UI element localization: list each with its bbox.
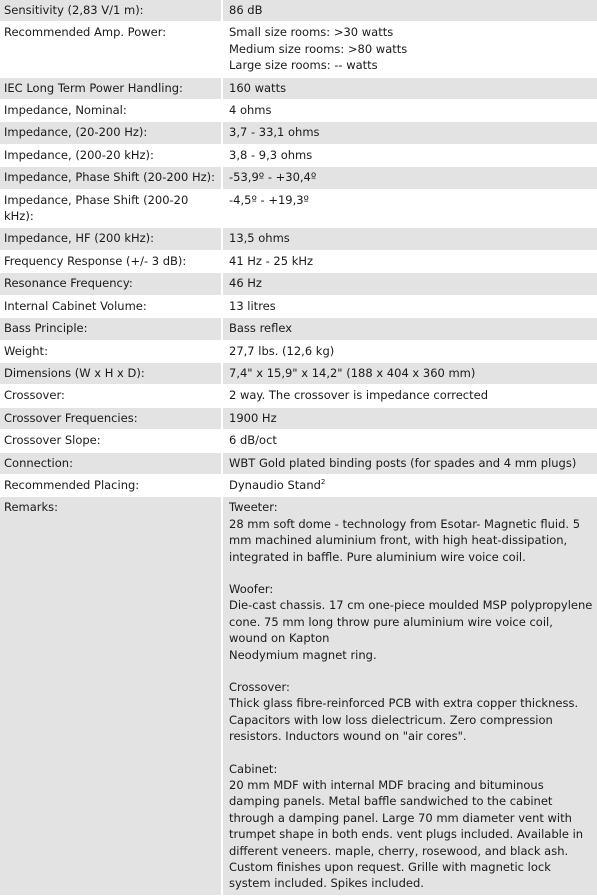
spec-label: Impedance, HF (200 kHz): [0,228,221,250]
spec-value-text: 13,5 ohms [229,231,290,246]
spec-label: Weight: [0,341,221,363]
spec-label: Impedance, Phase Shift (200-20 kHz): [0,190,221,229]
spec-value-text: 3,7 - 33,1 ohms [229,125,320,140]
spec-row [0,0,597,22]
remarks-section-text: Neodymium magnet ring. [229,647,377,662]
spec-value-text: 3,8 - 9,3 ohms [229,147,313,162]
spec-row [0,190,597,229]
spec-label: Dimensions (W x H x D): [0,363,221,385]
remarks-section-text: 20 mm MDF with internal MDF bracing and bituminous damping panels. Metal baffle sandwiched to the cabinet through a damping panel. Large 70 mm diameter vent with trumpet shape in both ends. vent plugs included. Available in different veneers. maple, cherry, rosewood, and black ash. Custom finishes upon request. Grille with magnetic lock system included. Spikes included. [229,778,584,891]
spec-row [0,341,597,363]
spec-row [0,122,597,144]
spec-value-line: Small size rooms: >30 watts [229,25,394,40]
spec-value-text: 86 dB [229,3,263,17]
spec-value [223,145,597,167]
spec-label: Impedance, Nominal: [0,100,221,122]
spec-label: Impedance, (200-20 kHz): [0,145,221,167]
spec-label: Crossover Frequencies: [0,408,221,430]
section-gap [229,663,594,679]
spec-row [0,453,597,475]
spec-value-text: Dynaudio Stand [229,477,321,492]
spec-value [223,341,597,363]
spec-value-text: 6 dB/oct [229,433,277,448]
spec-label: Frequency Response (+/- 3 dB): [0,251,221,273]
spec-row [0,22,597,77]
spec-row [0,145,597,167]
remarks-section-heading: Tweeter: [229,500,278,515]
spec-value [223,408,597,430]
spec-value-text: Bass reflex [229,321,293,336]
spec-value [223,497,597,896]
spec-value [223,167,597,189]
section-gap [229,565,594,581]
spec-value-text: 27,7 lbs. (12,6 kg) [229,343,335,358]
spec-label: Connection: [0,453,221,475]
spec-value-text: 41 Hz - 25 kHz [229,253,314,268]
spec-value [223,190,597,229]
spec-value [223,273,597,295]
section-gap [229,745,594,761]
spec-value-text: 46 Hz [229,276,262,291]
spec-label: Remarks: [0,497,221,896]
spec-row [0,475,597,497]
spec-value-text: 160 watts [229,80,287,95]
spec-row [0,228,597,250]
spec-value [223,122,597,144]
spec-value [223,475,597,497]
spec-row [0,318,597,340]
spec-value-text: 2 way. The crossover is impedance corrected [229,388,489,403]
spec-row [0,497,597,896]
spec-label: Bass Principle: [0,318,221,340]
spec-row [0,167,597,189]
spec-value [223,22,597,77]
remarks-section-text: Die-cast chassis. 17 cm one-piece moulded MSP polypropylene cone. 75 mm long throw pure aluminium wire voice coil, wound on Kapton [229,598,593,646]
remarks-section-heading: Woofer: [229,581,274,596]
spec-label: Sensitivity (2,83 V/1 m): [0,0,221,22]
spec-label: Recommended Placing: [0,475,221,497]
spec-value-text: 13 litres [229,298,276,313]
spec-row [0,100,597,122]
spec-label: Impedance, (20-200 Hz): [0,122,221,144]
spec-row [0,363,597,385]
spec-label: IEC Long Term Power Handling: [0,78,221,100]
spec-label: Impedance, Phase Shift (20-200 Hz): [0,167,221,189]
spec-row [0,78,597,100]
spec-value-text: WBT Gold plated binding posts (for spades and 4 mm plugs) [229,455,577,470]
spec-row [0,273,597,295]
spec-value [223,78,597,100]
spec-value [223,296,597,318]
spec-value-text: 7,4" x 15,9" x 14,2" (188 x 404 x 360 mm) [229,365,476,380]
spec-label: Recommended Amp. Power: [0,22,221,77]
spec-label: Internal Cabinet Volume: [0,296,221,318]
spec-value [223,430,597,452]
spec-label: Resonance Frequency: [0,273,221,295]
spec-value [223,228,597,250]
spec-value [223,318,597,340]
spec-label: Crossover: [0,385,221,407]
spec-value [223,453,597,475]
spec-value-line: Medium size rooms: >80 watts [229,41,408,56]
spec-value-line: Large size rooms: -- watts [229,58,378,73]
spec-value [223,385,597,407]
spec-value [223,0,597,22]
remarks-section-heading: Cabinet: [229,761,278,776]
spec-row [0,251,597,273]
spec-value-text: 4 ohms [229,103,272,118]
spec-row [0,385,597,407]
remarks-section-text: Thick glass fibre-reinforced PCB with extra copper thickness. Capacitors with low loss dielectricum. Zero compression resistors. Inductors wound on "air cores". [229,696,579,744]
footnote-marker: 2 [320,478,326,487]
spec-value [223,100,597,122]
spec-row [0,296,597,318]
spec-value-text: -53,9º - +30,4º [229,170,317,185]
spec-label: Crossover Slope: [0,430,221,452]
spec-value-text: -4,5º - +19,3º [229,192,309,207]
spec-row [0,430,597,452]
spec-row [0,408,597,430]
spec-value-text: 1900 Hz [229,410,277,425]
spec-value [223,363,597,385]
remarks-section-text: 28 mm soft dome - technology from Esotar- Magnetic fluid. 5 mm machined aluminium front, with high heat-dissipation, integrated in baffle. Pure aluminium wire voice coil. [229,516,581,564]
spec-value [223,251,597,273]
remarks-section-heading: Crossover: [229,680,290,694]
